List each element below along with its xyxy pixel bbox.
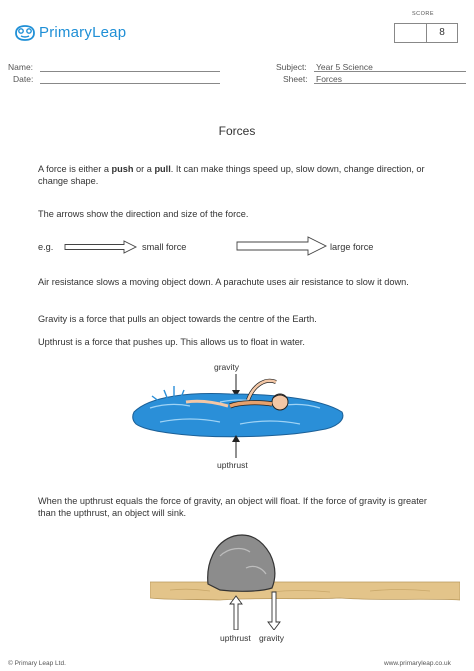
sheet-label: Sheet:	[283, 74, 308, 84]
large-force-label: large force	[330, 242, 374, 252]
score-label: SCORE	[412, 11, 435, 17]
page-title: Forces	[218, 124, 256, 138]
eg-label: e.g.	[38, 242, 54, 252]
rock-illustration	[150, 530, 460, 630]
sheet-line	[314, 83, 466, 84]
score-input[interactable]	[395, 24, 427, 42]
sheet-value: Forces	[316, 74, 342, 84]
footer-website[interactable]: www.primaryleap.co.uk	[384, 660, 451, 667]
subject-value: Year 5 Science	[316, 62, 373, 72]
gravity-paragraph: Gravity is a force that pulls an object towards the centre of the Earth.	[38, 314, 317, 324]
subject-line	[314, 71, 466, 72]
intro-paragraph	[38, 163, 438, 187]
intro-part3: . It can make things speed up, slow down, change direction, or change shape.	[38, 164, 425, 186]
date-label: Date:	[13, 74, 34, 84]
footer-copyright: © Primary Leap Ltd.	[8, 660, 66, 667]
subject-label: Subject:	[276, 62, 307, 72]
frog-logo-icon	[14, 24, 36, 42]
swimmer-illustration	[130, 372, 348, 460]
arrows-paragraph: The arrows show the direction and size of the force.	[38, 209, 249, 219]
rock-gravity-label: gravity	[259, 633, 285, 643]
brand-name: PrimaryLeap	[39, 24, 127, 41]
push-word: push	[111, 164, 134, 174]
score-total: 8	[439, 27, 445, 38]
small-force-label: small force	[142, 242, 187, 252]
large-arrow-icon	[236, 236, 328, 256]
score-box	[394, 23, 458, 43]
small-arrow-icon	[64, 240, 138, 254]
swimmer-gravity-label: gravity	[214, 362, 240, 372]
swimmer-upthrust-label: upthrust	[217, 460, 248, 470]
rock-upthrust-label: upthrust	[220, 633, 251, 643]
pull-word: pull	[154, 164, 171, 174]
intro-part1: A force is either a	[38, 164, 112, 174]
logo	[14, 22, 144, 44]
name-label: Name:	[8, 62, 34, 72]
upthrust-paragraph: Upthrust is a force that pushes up. This allows us to float in water.	[38, 337, 305, 347]
float-sink-paragraph: When the upthrust equals the force of gravity, an object will float. If the force of gravity is greater than the upthrust, an object will sink.	[38, 496, 427, 518]
name-field[interactable]	[40, 71, 220, 72]
intro-part2: or a	[133, 164, 155, 174]
air-resistance-paragraph: Air resistance slows a moving object down. A parachute uses air resistance to slow it down.	[38, 277, 409, 287]
date-field[interactable]	[40, 83, 220, 84]
